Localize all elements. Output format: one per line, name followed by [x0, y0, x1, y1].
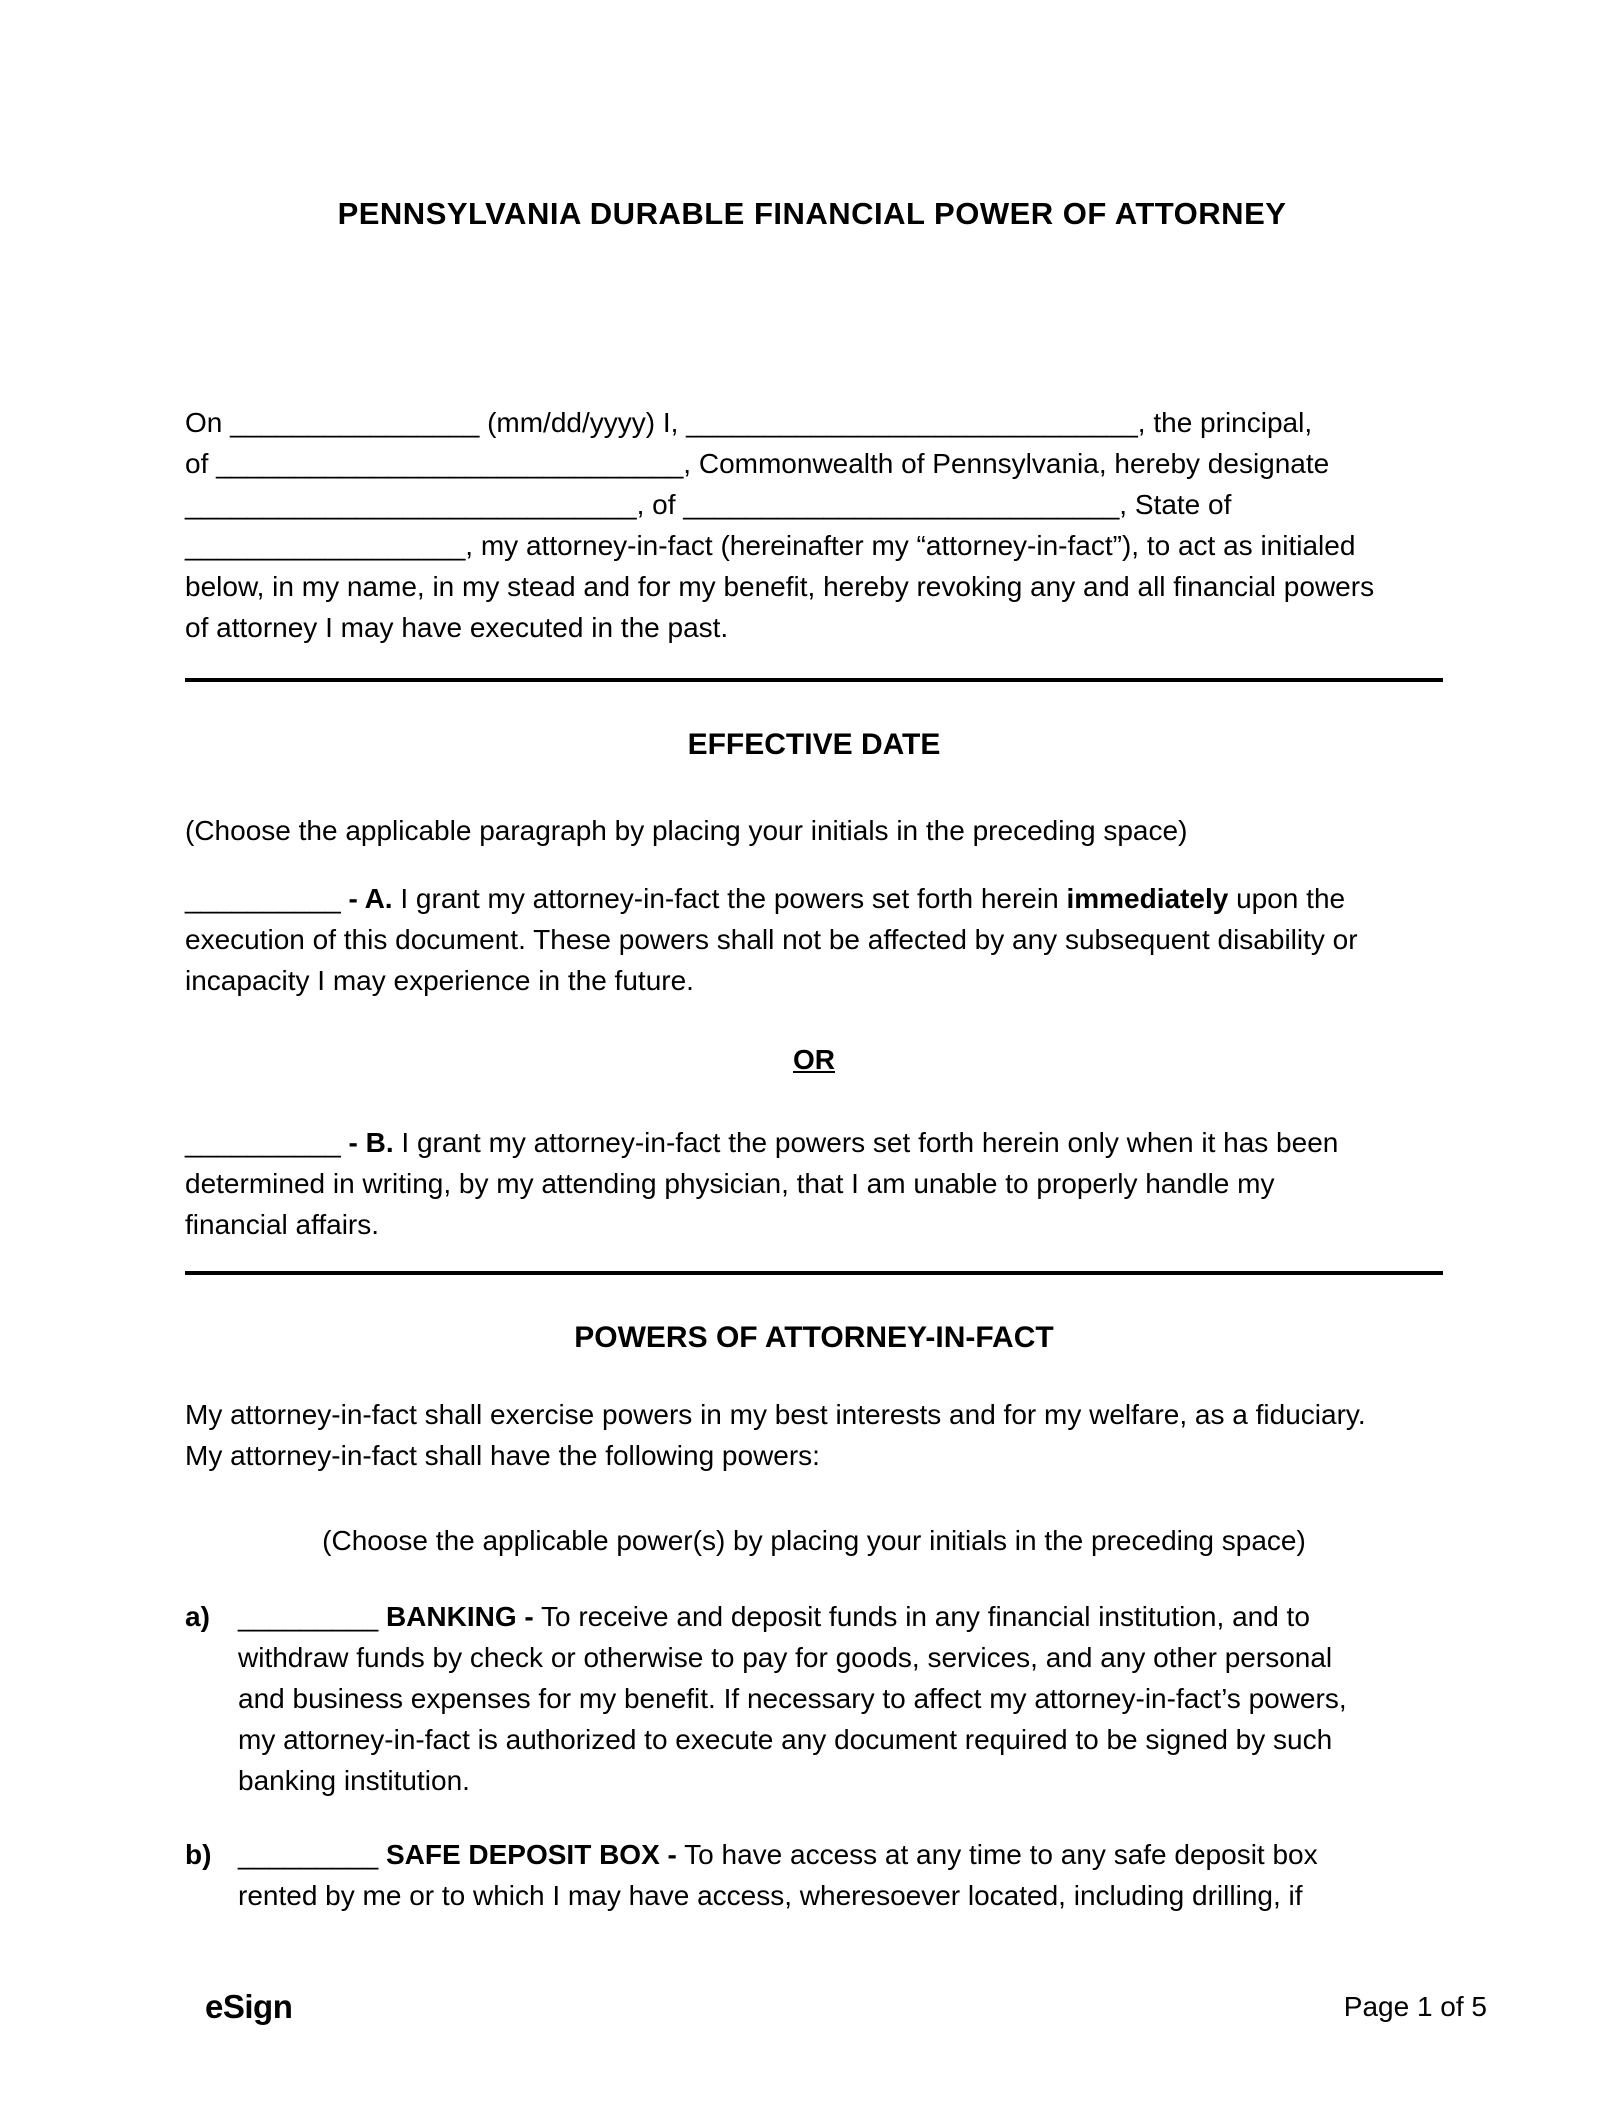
opening-line: _____________________________, of ____________________________, State of	[185, 489, 1232, 520]
text-run: incapacity I may experience in the future.	[185, 965, 694, 996]
text-run: rented by me or to which I may have access, wheresoever located, including drilling, if	[238, 1880, 1303, 1911]
power-item-line	[238, 1596, 1443, 1637]
powers-instruction: (Choose the applicable power(s) by placing your initials in the preceding space)	[322, 1525, 1306, 1556]
text-run: withdraw funds by check or otherwise to pay for goods, services, and any other personal	[238, 1642, 1333, 1673]
powers-intro-line: My attorney-in-fact shall have the following powers:	[185, 1440, 820, 1471]
power-item-line	[238, 1875, 1443, 1916]
powers-heading: POWERS OF ATTORNEY-IN-FACT	[574, 1321, 1054, 1354]
opening-line: __________________, my attorney-in-fact (hereinafter my “attorney-in-fact”), to act as initialed	[185, 530, 1356, 561]
opening-line: of attorney I may have executed in the past.	[185, 612, 729, 643]
paragraph-a-line	[185, 919, 1443, 960]
text-run: execution of this document. These powers shall not be affected by any subsequent disability or	[185, 924, 1358, 955]
text-run: - B.	[348, 1127, 394, 1158]
text-run: _________	[238, 1839, 386, 1870]
paragraph-b-line	[185, 1163, 1443, 1204]
text-run: my attorney-in-fact is authorized to execute any document required to be signed by such	[238, 1724, 1333, 1755]
powers-intro-line: My attorney-in-fact shall exercise powers in my best interests and for my welfare, as a fiduciary.	[185, 1399, 1366, 1430]
power-item-line	[238, 1834, 1443, 1875]
opening-paragraph	[185, 402, 1443, 648]
paragraph-a	[185, 878, 1443, 1001]
power-item-banking	[185, 1596, 1443, 1801]
opening-line: of ______________________________, Commonwealth of Pennsylvania, hereby designate	[185, 448, 1330, 479]
item-marker: b)	[185, 1839, 212, 1870]
paragraph-b-line	[185, 1122, 1443, 1163]
text-run: upon the	[1228, 883, 1346, 914]
text-run: __________	[185, 883, 349, 914]
section-divider	[185, 678, 1443, 682]
paragraph-b	[185, 1122, 1443, 1245]
page-indicator: Page 1 of 5	[1343, 1991, 1487, 2022]
text-run: financial affairs.	[185, 1209, 380, 1240]
item-marker: a)	[185, 1601, 210, 1632]
text-run: determined in writing, by my attending physician, that I am unable to properly handle my	[185, 1168, 1275, 1199]
paragraph-a-line	[185, 960, 1443, 1001]
text-run: BANKING -	[385, 1601, 534, 1632]
effective-date-instruction: (Choose the applicable paragraph by placing your initials in the preceding space)	[185, 815, 1188, 846]
text-run: SAFE DEPOSIT BOX -	[385, 1839, 677, 1870]
paragraph-a-line	[185, 878, 1443, 919]
text-run: - A.	[348, 883, 393, 914]
power-item-line	[238, 1678, 1443, 1719]
text-run: _________	[238, 1601, 386, 1632]
esign-logo: eSign	[205, 1988, 293, 2025]
text-run: immediately	[1066, 883, 1229, 914]
effective-date-heading: EFFECTIVE DATE	[687, 728, 941, 761]
text-run: I grant my attorney-in-fact the powers set forth herein	[392, 883, 1067, 914]
section-divider	[185, 1271, 1443, 1275]
paragraph-b-line	[185, 1204, 1443, 1245]
powers-intro	[185, 1394, 1443, 1476]
opening-line: below, in my name, in my stead and for my benefit, hereby revoking any and all financial powers	[185, 571, 1375, 602]
power-item-line	[238, 1719, 1443, 1760]
power-item-line	[238, 1637, 1443, 1678]
text-run: __________	[185, 1127, 349, 1158]
text-run: and business expenses for my benefit. If necessary to affect my attorney-in-fact’s powers,	[238, 1683, 1347, 1714]
or-label: OR	[793, 1044, 835, 1075]
text-run: I grant my attorney-in-fact the powers set forth herein only when it has been	[393, 1127, 1339, 1158]
power-item-line	[238, 1760, 1443, 1801]
text-run: To receive and deposit funds in any financial institution, and to	[533, 1601, 1310, 1632]
text-run: banking institution.	[238, 1765, 470, 1796]
text-run: To have access at any time to any safe deposit box	[676, 1839, 1318, 1870]
document-title: PENNSYLVANIA DURABLE FINANCIAL POWER OF ATTORNEY	[337, 196, 1287, 231]
power-item-safe-deposit-box	[185, 1834, 1443, 1916]
opening-line: On ________________ (mm/dd/yyyy) I, _____________________________, the principal,	[185, 407, 1313, 438]
